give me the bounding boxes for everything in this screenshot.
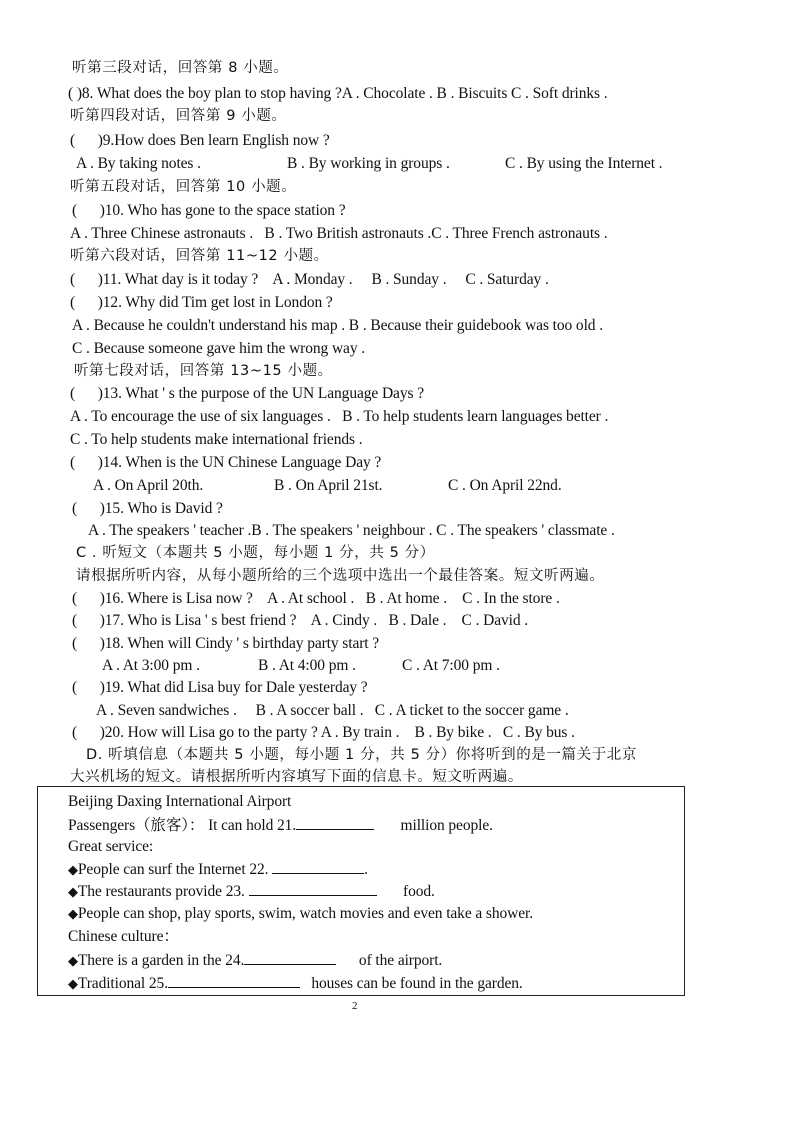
- section5-header: 听第五段对话，回答第 10 小题。: [70, 179, 297, 195]
- blank-22[interactable]: [272, 859, 364, 874]
- question-18-option-c: C . At 7:00 pm .: [402, 657, 500, 674]
- question-20: ( )20. How will Lisa go to the party ? A . By train . B . By bike . C . By bus .: [72, 724, 575, 741]
- question-18-option-b: B . At 4:00 pm .: [258, 657, 356, 674]
- question-15-options: A . The speakers ' teacher .B . The speakers ' neighbour . C . The speakers ' classmate .: [88, 522, 615, 539]
- section3-header: 听第三段对话，回答第 8 小题。: [72, 60, 289, 76]
- part-d-header-2: 大兴机场的短文。请根据所听内容填写下面的信息卡。短文听两遍。: [70, 769, 523, 785]
- card-item-22: [68, 859, 368, 881]
- passengers-suffix: million people.: [400, 817, 493, 834]
- question-8: ( )8. What does the boy plan to stop having ?A . Chocolate . B . Biscuits C . Soft drinks .: [68, 85, 608, 102]
- item-shop-text: People can shop, play sports, swim, watch movies and even take a shower.: [77, 905, 534, 922]
- part-d-header: D. 听填信息（本题共 5 小题，每小题 1 分，共 5 分）你将听到的是一篇关于北京: [86, 747, 638, 763]
- question-18-option-a: A . At 3:00 pm .: [102, 657, 200, 674]
- item-24-text: There is a garden in the 24.: [77, 952, 245, 969]
- question-9: ( )9.How does Ben learn English now ?: [70, 132, 330, 149]
- diamond-bullet-icon: ◆: [68, 863, 78, 878]
- card-item-25: [68, 973, 523, 995]
- question-12-options-ab: A . Because he couldn't understand his map . B . Because their guidebook was too old .: [72, 317, 603, 334]
- passengers-text: It can hold 21.: [208, 817, 297, 834]
- question-16: ( )16. Where is Lisa now ? A . At school . B . At home . C . In the store .: [72, 590, 560, 607]
- question-12: ( )12. Why did Tim get lost in London ?: [70, 294, 333, 311]
- part-c-instructions: 请根据所听内容，从每小题所给的三个选项中选出一个最佳答案。短文听两遍。: [76, 568, 605, 584]
- question-19-options: A . Seven sandwiches . B . A soccer ball . C . A ticket to the soccer game .: [96, 702, 569, 719]
- item-24-suffix: of the airport.: [358, 952, 443, 969]
- question-19: ( )19. What did Lisa buy for Dale yesterday ?: [72, 679, 368, 696]
- item-22-text: People can surf the Internet 22.: [77, 861, 269, 878]
- question-9-option-a: A . By taking notes .: [76, 155, 201, 172]
- blank-23[interactable]: [249, 881, 377, 896]
- item-23-suffix: food.: [403, 883, 435, 900]
- question-13: ( )13. What ' s the purpose of the UN Language Days ?: [70, 385, 424, 402]
- passengers-label: Passengers（旅客）：: [68, 817, 205, 834]
- part-c-header: C . 听短文（本题共 5 小题，每小题 1 分，共 5 分）: [76, 545, 435, 561]
- question-10-options: A . Three Chinese astronauts . B . Two British astronauts .C . Three French astronauts .: [70, 225, 608, 242]
- blank-21[interactable]: [296, 815, 374, 830]
- diamond-bullet-icon: ◆: [68, 885, 78, 900]
- blank-24[interactable]: [244, 950, 336, 965]
- question-15: ( )15. Who is David ?: [72, 500, 223, 517]
- section4-header: 听第四段对话，回答第 9 小题。: [70, 108, 287, 124]
- card-title: Beijing Daxing International Airport: [68, 793, 292, 810]
- great-service-label: Great service:: [68, 838, 154, 855]
- question-14-option-a: A . On April 20th.: [93, 477, 204, 494]
- question-13-options-ab: A . To encourage the use of six languages . B . To help students learn languages better .: [70, 408, 609, 425]
- chinese-culture-label: Chinese culture：: [68, 928, 179, 945]
- question-13-option-c: C . To help students make international friends .: [70, 431, 363, 448]
- question-14-option-b: B . On April 21st.: [274, 477, 383, 494]
- page-number: 2: [352, 1000, 358, 1012]
- diamond-bullet-icon: ◆: [68, 977, 78, 992]
- item-22-suffix: .: [364, 861, 368, 878]
- question-9-option-c: C . By using the Internet .: [505, 155, 663, 172]
- question-17: ( )17. Who is Lisa ' s best friend ? A . Cindy . B . Dale . C . David .: [72, 612, 529, 629]
- section7-header: 听第七段对话，回答第 13~15 小题。: [74, 363, 333, 379]
- question-14: ( )14. When is the UN Chinese Language Day ?: [70, 454, 382, 471]
- card-passengers-row: [68, 815, 493, 836]
- diamond-bullet-icon: ◆: [68, 907, 78, 922]
- blank-25[interactable]: [168, 973, 300, 988]
- item-25-text: Traditional 25.: [77, 975, 168, 992]
- question-12-option-c: C . Because someone gave him the wrong way .: [72, 340, 366, 357]
- item-23-text: The restaurants provide 23.: [77, 883, 245, 900]
- diamond-bullet-icon: ◆: [68, 954, 78, 969]
- card-item-24: [68, 950, 442, 972]
- question-14-option-c: C . On April 22nd.: [448, 477, 562, 494]
- question-18: ( )18. When will Cindy ' s birthday party start ?: [72, 635, 380, 652]
- card-item-shop: [68, 904, 533, 925]
- question-10: ( )10. Who has gone to the space station ?: [72, 202, 346, 219]
- section6-header: 听第六段对话，回答第 11~12 小题。: [70, 248, 329, 264]
- question-9-option-b: B . By working in groups .: [287, 155, 450, 172]
- question-11: ( )11. What day is it today ? A . Monday . B . Sunday . C . Saturday .: [70, 271, 549, 288]
- item-25-suffix: houses can be found in the garden.: [311, 975, 523, 992]
- card-item-23: [68, 881, 435, 903]
